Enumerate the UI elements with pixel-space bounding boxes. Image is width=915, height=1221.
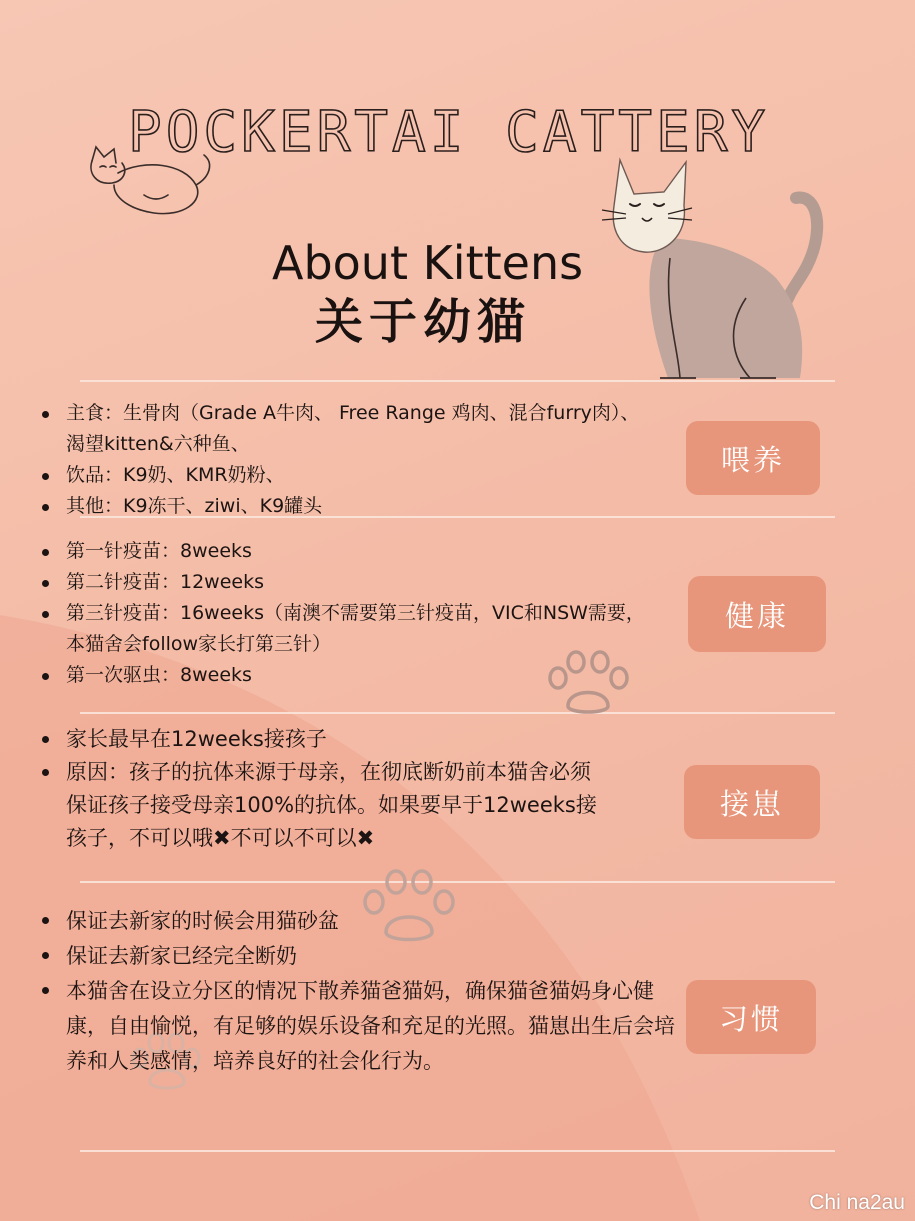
list-item: 其他：K9冻干、ziwi、K9罐头 — [40, 491, 650, 522]
divider — [80, 380, 835, 382]
list-item: 家长最早在12weeks接孩子 — [40, 723, 600, 756]
list-item: 保证去新家的时候会用猫砂盆 — [40, 904, 680, 939]
page-title-en: About Kittens — [272, 236, 584, 290]
watermark: Chi na2au — [809, 1191, 905, 1214]
section-tag: 习惯 — [686, 980, 816, 1054]
page-title-zh: 关于幼猫 — [315, 294, 532, 350]
brand-logo: POCKERTAI CATTERY — [128, 100, 770, 165]
feeding-list — [40, 398, 650, 522]
standing-cat-illustration — [600, 158, 840, 383]
section-tag: 健康 — [688, 576, 826, 652]
sleeping-cat-icon — [84, 133, 216, 219]
list-item: 第一次驱虫：8weeks — [40, 660, 650, 691]
divider — [80, 712, 835, 714]
habits-list — [40, 904, 680, 1079]
list-item: 第一针疫苗：8weeks — [40, 536, 650, 567]
section-tag: 喂养 — [686, 421, 820, 495]
list-item: 本猫舍在设立分区的情况下散养猫爸猫妈，确保猫爸猫妈身心健康，自由愉悦，有足够的娱乐设备和充足的光照。猫崽出生后会培养和人类感情，培养良好的社会化行为。 — [40, 974, 680, 1079]
list-item: 主食：生骨肉（Grade A牛肉、 Free Range 鸡肉、混合furry肉）、渴望kitten&六种鱼、 — [40, 398, 650, 460]
list-item: 第三针疫苗：16weeks（南澳不需要第三针疫苗，VIC和NSW需要，本猫舍会follow家长打第三针） — [40, 598, 650, 660]
section-tag: 接崽 — [684, 765, 820, 839]
list-item: 第二针疫苗：12weeks — [40, 567, 650, 598]
list-item: 饮品：K9奶、KMR奶粉、 — [40, 460, 650, 491]
pickup-list — [40, 723, 600, 855]
list-item: 原因：孩子的抗体来源于母亲，在彻底断奶前本猫舍必须保证孩子接受母亲100%的抗体。如果要早于12weeks接孩子，不可以哦✖不可以不可以✖ — [40, 756, 600, 855]
health-list — [40, 536, 650, 691]
list-item: 保证去新家已经完全断奶 — [40, 939, 680, 974]
divider — [80, 1150, 835, 1152]
